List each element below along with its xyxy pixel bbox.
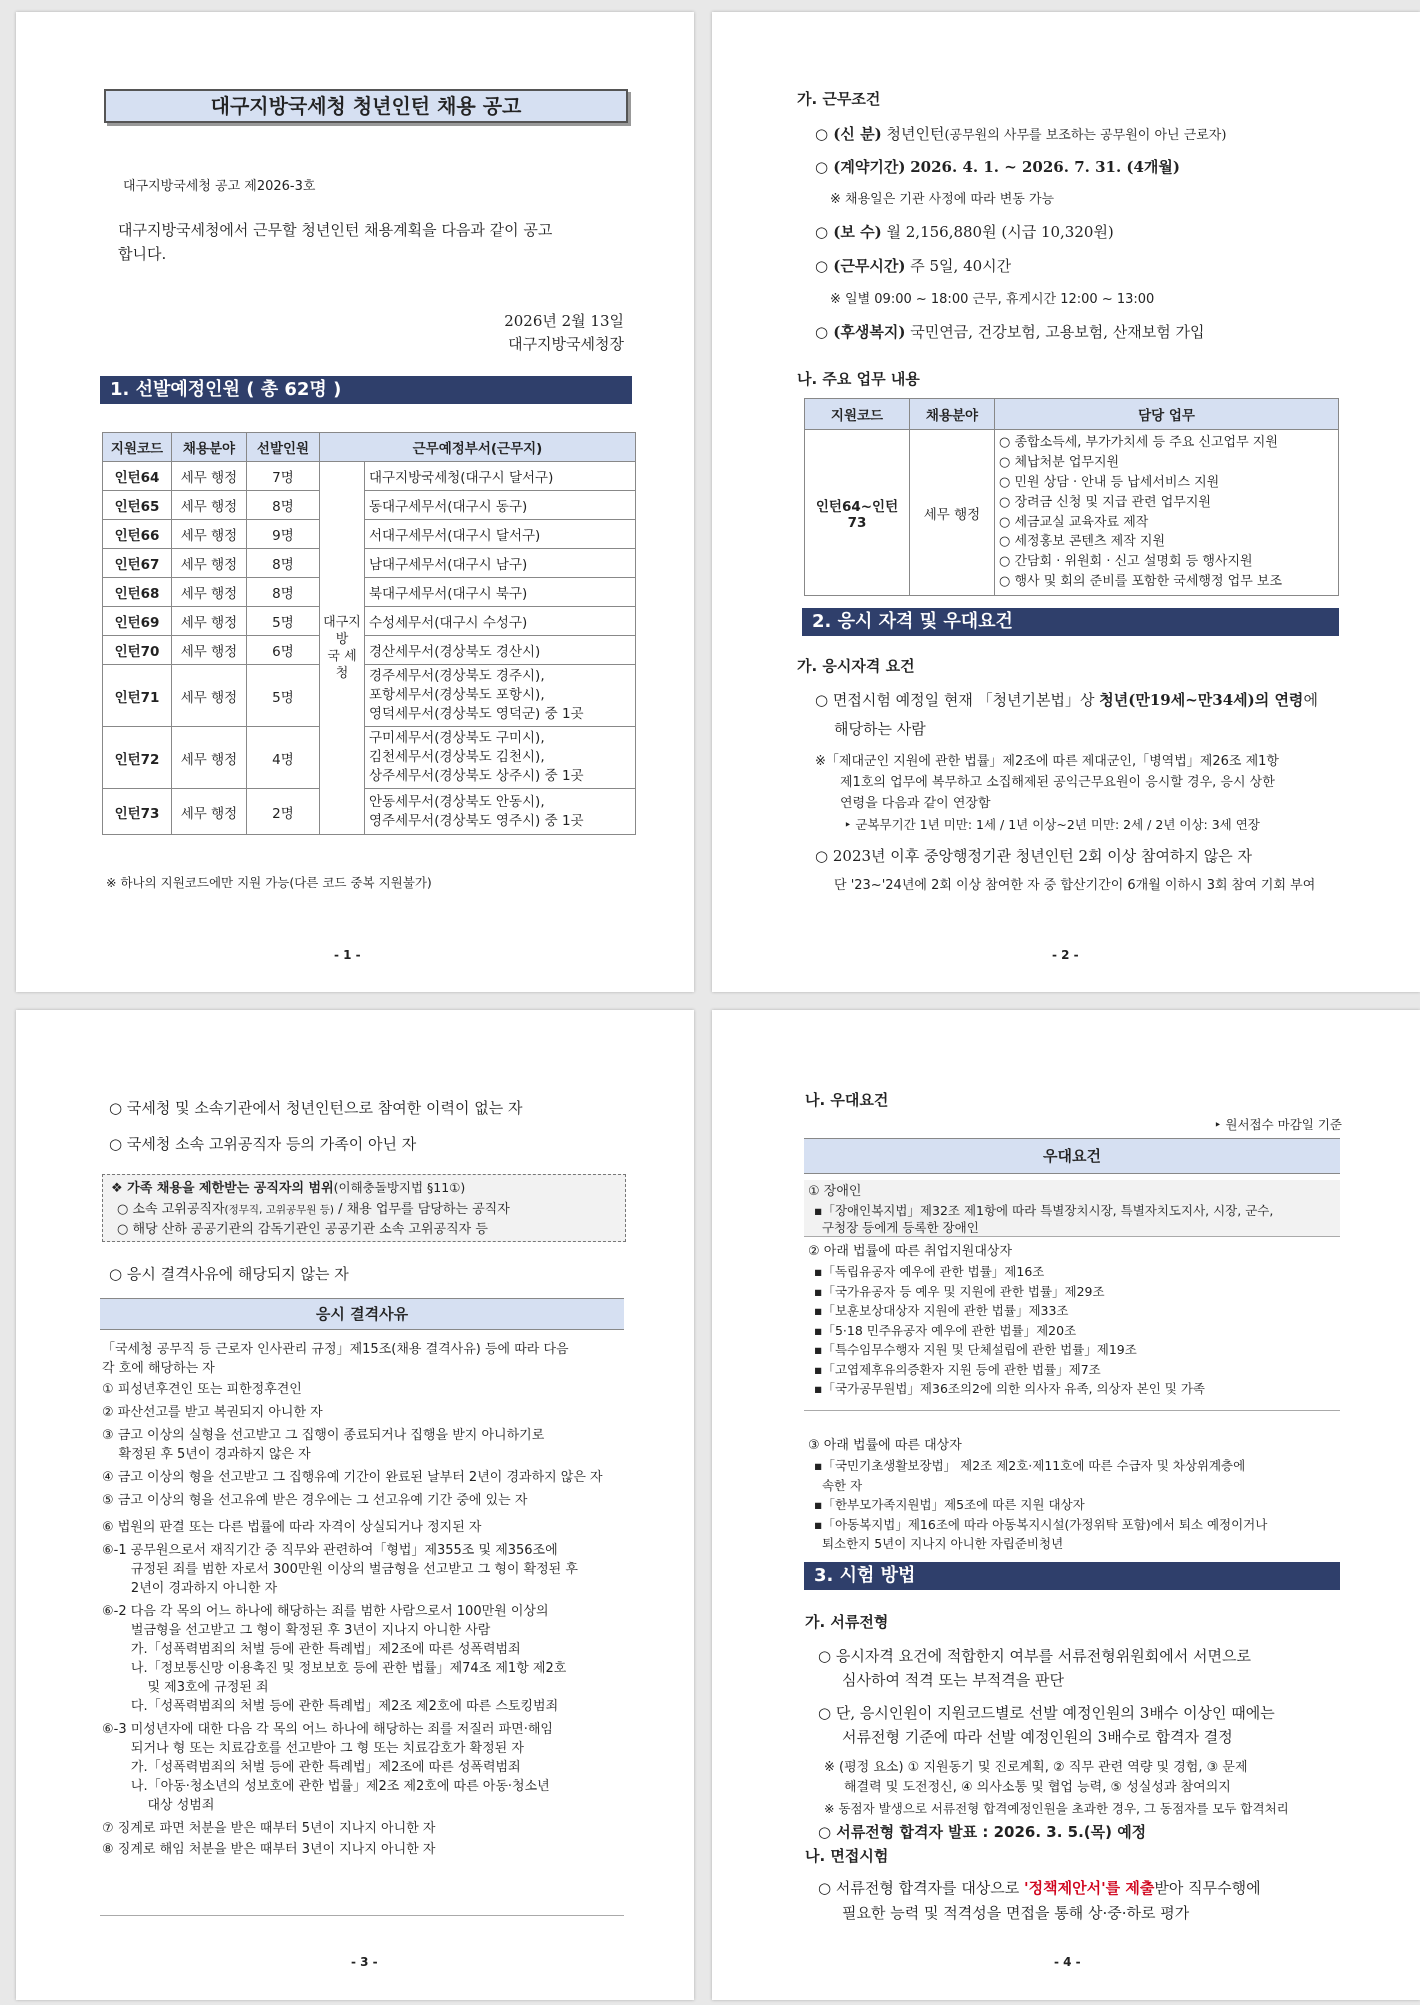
row-dept: 서대구세무서(대구시 달서구) <box>365 520 636 549</box>
list-item: ⑧ 징계로 해임 처분을 받은 때부터 3년이 지나지 아니한 자 <box>102 1842 436 1857</box>
list-item: 확정된 후 5년이 경과하지 않은 자 <box>102 1447 311 1462</box>
row-field: 세무 행정 <box>172 789 247 835</box>
disqualification-header: 응시 결격사유 <box>100 1298 624 1330</box>
table-header-row <box>103 433 636 462</box>
merged-agency-cell <box>320 462 365 835</box>
list-item: ▪「국가공무원법」제36조의2에 의한 의사자 유족, 의상자 본인 및 가족 <box>814 1381 1205 1396</box>
col-header-dept: 근무예정부서(근무지) <box>320 433 636 462</box>
list-item: 되거나 형 또는 치료감호를 선고받아 그 형 또는 치료감호가 확정된 자 <box>102 1741 524 1756</box>
list-item: 구청장 등에게 등록한 장애인 <box>814 1220 979 1235</box>
family-restriction-line-1 <box>117 1200 510 1220</box>
condition-welfare <box>815 322 1204 343</box>
eligibility-note-2: 제1호의 업무에 복무하고 소집해제된 공익근무요원이 응시할 경우, 응시 상한 <box>840 775 1275 790</box>
list-item: 각 호에 해당하는 자 <box>102 1361 215 1376</box>
duty-code: 인턴64~인턴73 <box>805 430 910 596</box>
condition-value: 주 5일, 40시간 <box>910 257 1012 275</box>
eligibility-no-history: ○ 국세청 및 소속기관에서 청년인턴으로 참여한 이력이 없는 자 <box>109 1099 523 1117</box>
condition-pay <box>815 222 1114 243</box>
page-1 <box>16 12 694 992</box>
list-item: 퇴소한지 5년이 지나지 아니한 자립준비청년 <box>814 1536 1064 1551</box>
interview-line-2: 필요한 능력 및 적격성을 면접을 통해 상·중·하로 평가 <box>842 1904 1190 1922</box>
condition-period <box>815 157 1180 178</box>
row-dept: 북대구세무서(대구시 북구) <box>365 578 636 607</box>
table-row <box>103 665 636 727</box>
list-item: ⑥ 법원의 판결 또는 다른 법률에 따라 자격이 상실되거나 정지된 자 <box>102 1520 482 1535</box>
subhead-document-screening: 가. 서류전형 <box>805 1613 889 1631</box>
eligibility-participation-2: 단 '23~'24년에 2회 이상 참여한 자 중 합산기간이 6개월 이하시 3회 참여 기회 부여 <box>834 878 1316 893</box>
notice-date: 2026년 2월 13일 <box>504 312 624 330</box>
list-item: ⑤ 금고 이상의 형을 선고유예 받은 경우에는 그 선고유예 기간 중에 있는 자 <box>102 1493 528 1508</box>
row-code: 인턴70 <box>103 636 172 665</box>
condition-small: (공무원의 사무를 보조하는 공무원이 아닌 근로자) <box>944 128 1227 143</box>
interview-text: ○ 서류전형 합격자를 대상으로 <box>818 1879 1025 1897</box>
row-code: 인턴68 <box>103 578 172 607</box>
eligibility-age-suffix: 에 <box>1303 691 1318 709</box>
list-item: ○ 간담회 · 위원회 · 신고 설명회 등 행사지원 <box>999 554 1253 570</box>
screening-note-1: ※ (평정 요소) ① 지원동기 및 진로계획, ② 직무 관련 역량 및 경험, ③ 문제 <box>824 1760 1248 1775</box>
row-count: 8명 <box>247 491 320 520</box>
list-item: 및 제3호에 규정된 죄 <box>102 1680 269 1695</box>
table-row <box>103 520 636 549</box>
col-header-count: 선발인원 <box>247 433 320 462</box>
list-item: ▪「한부모가족지원법」제5조에 따른 지원 대상자 <box>814 1497 1085 1512</box>
list-item: ▪「장애인복지법」제32조 제1항에 따라 특별장치시장, 특별자치도지사, 시장, 군수, <box>814 1203 1274 1218</box>
page-number: - 3 - <box>351 1955 378 1969</box>
list-item: 속한 자 <box>814 1477 863 1493</box>
condition-label: ○ (계약기간) <box>815 158 906 176</box>
family-restriction-line-2: ○ 해당 산하 공공기관의 감독기관인 공공기관 소속 고위공직자 등 <box>117 1222 488 1237</box>
row-dept-line: 영주세무서(경상북도 영주시) 중 1곳 <box>369 812 584 829</box>
family-restriction-title <box>111 1179 465 1198</box>
list-item: ○ 세금교실 교육자료 제작 <box>999 514 1149 530</box>
row-code: 인턴73 <box>103 789 172 835</box>
screening-line-1: ○ 응시자격 요건에 적합한지 여부를 서류전형위원회에서 서면으로 <box>818 1647 1251 1665</box>
list-item: ⑦ 징계로 파면 처분을 받은 때부터 5년이 지나지 아니한 자 <box>102 1821 436 1836</box>
row-code: 인턴66 <box>103 520 172 549</box>
list-item: ○ 행사 및 회의 준비를 포함한 국세행정 업무 보조 <box>999 573 1283 589</box>
list-item: ▪「고엽제후유의증환자 지원 등에 관한 법률」제7조 <box>814 1361 1101 1377</box>
list-item: 나.「아동·청소년의 성보호에 관한 법률」제2조 제2호에 따른 아동·청소년 <box>102 1779 550 1794</box>
subhead-work-conditions: 가. 근무조건 <box>797 90 881 108</box>
group-title: ① 장애인 <box>808 1184 862 1199</box>
condition-hours-note: ※ 일별 09:00 ~ 18:00 근무, 휴게시간 12:00 ~ 13:00 <box>830 292 1155 307</box>
list-item: 가.「성폭력범죄의 처벌 등에 관한 특례법」제2조에 따른 성폭력범죄 <box>102 1642 521 1657</box>
interview-line-1 <box>818 1878 1261 1899</box>
preference-group-1 <box>804 1180 1340 1237</box>
intro-line-1: 대구지방국세청에서 근무할 청년인턴 채용계획을 다음과 같이 공고 <box>118 221 553 239</box>
subhead-interview: 나. 면접시험 <box>805 1847 889 1865</box>
merged-agency-line-1: 대구지방 <box>323 615 361 647</box>
page-2 <box>712 12 1420 992</box>
row-count: 2명 <box>247 789 320 835</box>
list-item: 「국세청 공무직 등 근로자 인사관리 규정」제15조(채용 결격사유) 등에 따라 다음 <box>102 1342 569 1357</box>
screening-result-announcement: ○ 서류전형 합격자 발표 : 2026. 3. 5.(목) 예정 <box>818 1823 1147 1841</box>
condition-value: 국민연금, 건강보험, 고용보험, 산재보험 가입 <box>910 323 1205 341</box>
list-item: 벌금형을 선고받고 그 형이 확정된 후 3년이 지나지 아니한 사람 <box>102 1623 491 1638</box>
preference-header: 우대요건 <box>804 1138 1340 1174</box>
preference-group-3 <box>804 1436 1340 1567</box>
table-row <box>103 491 636 520</box>
row-dept-line: 포항세무서(경상북도 포항시), <box>369 687 545 703</box>
row-field: 세무 행정 <box>172 520 247 549</box>
list-item: 다.「성폭력범죄의 처벌 등에 관한 특례법」제2조 제2호에 따른 스토킹범죄 <box>102 1699 559 1714</box>
list-item: 대상 성범죄 <box>102 1798 215 1813</box>
box-line-small: (정무직, 고위공무원 등) <box>224 1204 335 1216</box>
row-code: 인턴65 <box>103 491 172 520</box>
list-item: ○ 민원 상담 · 안내 등 납세서비스 지원 <box>999 474 1220 490</box>
row-field: 세무 행정 <box>172 607 247 636</box>
interview-text: 받아 직무수행에 <box>1154 1879 1261 1897</box>
merged-agency-line-2: 국 세 청 <box>327 649 357 681</box>
list-item: ▪「5·18 민주유공자 예우에 관한 법률」제20조 <box>814 1322 1077 1338</box>
row-code: 인턴72 <box>103 727 172 789</box>
box-line-text: ○ 소속 고위공직자 <box>117 1202 225 1217</box>
disqualification-bottom-rule <box>100 1915 624 1916</box>
list-item: 가.「성폭력범죄의 처벌 등에 관한 특례법」제2조에 따른 성폭력범죄 <box>102 1760 521 1775</box>
table-footnote: ※ 하나의 지원코드에만 지원 가능(다른 코드 중복 지원불가) <box>106 875 432 890</box>
condition-status <box>815 124 1226 145</box>
col-header-duty: 담당 업무 <box>995 399 1339 430</box>
eligibility-note-1: ※「제대군인 지원에 관한 법률」제2조에 따른 제대군인,「병역법」제26조 제1항 <box>815 754 1279 769</box>
issuer: 대구지방국세청장 <box>508 335 624 353</box>
row-code: 인턴69 <box>103 607 172 636</box>
row-dept-line: 상주세무서(경상북도 상주시) 중 1곳 <box>369 768 584 784</box>
condition-value: 월 2,156,880원 (시급 10,320원) <box>886 223 1114 241</box>
eligibility-not-family: ○ 국세청 소속 고위공직자 등의 가족이 아닌 자 <box>109 1135 417 1153</box>
list-item: ⑥-3 미성년자에 대한 다음 각 목의 어느 하나에 해당하는 죄를 저질러 파면·해임 <box>102 1722 553 1737</box>
row-dept: 경산세무서(경상북도 경산시) <box>365 636 636 665</box>
row-count: 9명 <box>247 520 320 549</box>
list-item: ▪「국민기초생활보장법」 제2조 제2호·제11호에 따른 수급자 및 차상위계층에 <box>814 1458 1246 1473</box>
table-row <box>103 727 636 789</box>
row-dept <box>365 789 636 835</box>
condition-label: ○ (근무시간) <box>815 257 906 275</box>
row-count: 6명 <box>247 636 320 665</box>
duty-field: 세무 행정 <box>910 430 995 596</box>
list-item: ① 피성년후견인 또는 피한정후견인 <box>102 1382 302 1397</box>
list-item: ○ 종합소득세, 부가가치세 등 주요 신고업무 지원 <box>999 435 1278 451</box>
eligibility-no-disqualification: ○ 응시 결격사유에 해당되지 않는 자 <box>109 1265 349 1283</box>
notice-number: 대구지방국세청 공고 제2026-3호 <box>123 179 316 194</box>
row-count: 4명 <box>247 727 320 789</box>
document-title: 대구지방국세청 청년인턴 채용 공고 <box>104 89 628 123</box>
row-count: 8명 <box>247 549 320 578</box>
selection-table <box>102 432 636 835</box>
list-item: ○ 장려금 신청 및 지급 관련 업무지원 <box>999 494 1211 510</box>
row-field: 세무 행정 <box>172 636 247 665</box>
duties-table <box>804 398 1339 596</box>
list-item: ② 파산선고를 받고 복권되지 아니한 자 <box>102 1405 323 1420</box>
condition-label: ○ (후생복지) <box>815 323 906 341</box>
row-dept-line: 안동세무서(경상북도 안동시), <box>369 793 545 810</box>
family-restriction-box <box>102 1174 626 1242</box>
eligibility-note-4: ‣ 군복무기간 1년 미만: 1세 / 1년 이상~2년 미만: 2세 / 2년 이상: 3세 연장 <box>844 817 1260 832</box>
list-item: ▪「국가유공자 등 예우 및 지원에 관한 법률」제29조 <box>814 1283 1105 1299</box>
list-item: ③ 금고 이상의 실형을 선고받고 그 집행이 종료되거나 집행을 받지 아니하기로 <box>102 1428 545 1443</box>
group-title: ② 아래 법률에 따른 취업지원대상자 <box>808 1244 1012 1259</box>
col-header-field: 채용분야 <box>910 399 995 430</box>
subhead-eligibility: 가. 응시자격 요건 <box>797 657 915 675</box>
list-item: 나.「정보통신망 이용촉진 및 정보보호 등에 관한 법률」제74조 제1항 제2호 <box>102 1661 567 1676</box>
table-row <box>103 578 636 607</box>
row-dept-line: 김천세무서(경상북도 김천시), <box>369 749 545 765</box>
subhead-preferences: 나. 우대요건 <box>805 1091 889 1109</box>
eligibility-age-line-2: 해당하는 사람 <box>834 720 926 738</box>
table-row <box>103 636 636 665</box>
eligibility-age-text: ○ 면접시험 예정일 현재 「청년기본법」상 <box>815 691 1100 709</box>
condition-label: ○ (신 분) <box>815 125 882 143</box>
interview-highlight: '정책제안서'를 제출 <box>1024 1879 1155 1897</box>
list-item: ④ 금고 이상의 형을 선고받고 그 집행유예 기간이 완료된 날부터 2년이 경과하지 않은 자 <box>102 1470 603 1485</box>
row-dept <box>365 727 636 789</box>
box-title-small: (이해충돌방지법 §11①) <box>333 1180 466 1195</box>
row-dept: 수성세무서(대구시 수성구) <box>365 607 636 636</box>
list-item: 2년이 경과하지 아니한 자 <box>102 1581 278 1596</box>
eligibility-note-3: 연령을 다음과 같이 연장함 <box>840 796 991 811</box>
row-dept: 남대구세무서(대구시 남구) <box>365 549 636 578</box>
screening-line-4: 서류전형 기준에 따라 선발 예정인원의 3배수로 합격자 결정 <box>842 1728 1233 1746</box>
list-item: ▪「보훈보상대상자 지원에 관한 법률」제33조 <box>814 1303 1069 1318</box>
row-field: 세무 행정 <box>172 578 247 607</box>
list-item: 규정된 죄를 범한 자로서 300만원 이상의 벌금형을 선고받고 그 형이 확정된 후 <box>102 1562 578 1577</box>
row-field: 세무 행정 <box>172 549 247 578</box>
list-item: ○ 체납처분 업무지원 <box>999 455 1120 471</box>
row-code: 인턴64 <box>103 462 172 491</box>
row-field: 세무 행정 <box>172 491 247 520</box>
row-field: 세무 행정 <box>172 665 247 727</box>
col-header-code: 지원코드 <box>103 433 172 462</box>
group-title: ③ 아래 법률에 따른 대상자 <box>808 1438 962 1453</box>
row-dept: 대구지방국세청(대구시 달서구) <box>365 462 636 491</box>
page-4 <box>712 1010 1420 2000</box>
condition-label: ○ (보 수) <box>815 223 882 241</box>
page-number: - 4 - <box>1054 1955 1081 1969</box>
table-row <box>103 549 636 578</box>
subhead-main-duties: 나. 주요 업무 내용 <box>797 370 920 388</box>
condition-hours <box>815 256 1011 277</box>
list-item: ⑥-2 다음 각 목의 어느 하나에 해당하는 죄를 범한 사람으로서 100만원 이상의 <box>102 1604 549 1619</box>
intro-line-2: 합니다. <box>118 245 167 263</box>
preference-basis: ‣ 원서접수 마감일 기준 <box>1214 1117 1342 1132</box>
row-dept: 동대구세무서(대구시 동구) <box>365 491 636 520</box>
col-header-field: 채용분야 <box>172 433 247 462</box>
col-header-code: 지원코드 <box>805 399 910 430</box>
screening-note-3: ※ 동점자 발생으로 서류전형 합격예정인원을 초과한 경우, 그 동점자를 모두 합격처리 <box>824 1801 1289 1816</box>
section-2-header: 2. 응시 자격 및 우대요건 <box>802 608 1339 636</box>
row-dept-line: 경주세무서(경상북도 경주시), <box>369 668 545 684</box>
condition-value: 청년인턴 <box>886 125 945 143</box>
row-dept-line: 영덕세무서(경상북도 영덕군) 중 1곳 <box>369 706 584 722</box>
page-3 <box>16 1010 694 2000</box>
row-code: 인턴67 <box>103 549 172 578</box>
page-number: - 2 - <box>1052 948 1079 962</box>
condition-period-note: ※ 채용일은 기관 사정에 따라 변동 가능 <box>830 192 1055 207</box>
list-item: ▪「독립유공자 예우에 관한 법률」제16조 <box>814 1264 1045 1279</box>
row-dept-line: 구미세무서(경상북도 구미시), <box>369 730 545 746</box>
row-count: 5명 <box>247 607 320 636</box>
preference-group-2 <box>804 1242 1340 1411</box>
screening-line-3: ○ 단, 응시인원이 지원코드별로 선발 예정인원의 3배수 이상인 때에는 <box>818 1704 1275 1722</box>
page-number: - 1 - <box>334 948 361 962</box>
table-row <box>103 607 636 636</box>
list-item: ⑥-1 공무원으로서 재직기간 중 직무와 관련하여「형법」제355조 및 제356조에 <box>102 1543 558 1558</box>
section-3-header: 3. 시험 방법 <box>804 1562 1340 1590</box>
condition-value: 2026. 4. 1. ~ 2026. 7. 31. (4개월) <box>910 158 1180 176</box>
eligibility-age-bold: 청년(만19세~만34세)의 연령 <box>1099 691 1304 709</box>
box-line-text: / 채용 업무를 담당하는 공직자 <box>334 1202 510 1217</box>
screening-line-2: 심사하여 적격 또는 부적격을 판단 <box>842 1671 1064 1689</box>
eligibility-age <box>815 690 1318 711</box>
table-row <box>103 789 636 835</box>
row-dept <box>365 665 636 727</box>
row-count: 7명 <box>247 462 320 491</box>
list-item: ○ 세정홍보 콘텐츠 제작 지원 <box>999 534 1166 550</box>
section-1-header: 1. 선발예정인원 ( 총 62명 ) <box>100 376 632 404</box>
duty-list <box>995 430 1339 596</box>
screening-note-2: 해결력 및 도전정신, ④ 의사소통 및 협업 능력, ⑤ 성실성과 참여의지 <box>844 1780 1231 1795</box>
row-count: 8명 <box>247 578 320 607</box>
eligibility-participation: ○ 2023년 이후 중앙행정기관 청년인턴 2회 이상 참여하지 않은 자 <box>815 847 1252 865</box>
list-item: ▪「아동복지법」제16조에 따라 아동복지시설(가정위탁 포함)에서 퇴소 예정이거나 <box>814 1516 1268 1532</box>
table-row <box>103 462 636 491</box>
disqualification-list <box>102 1340 626 1859</box>
row-code: 인턴71 <box>103 665 172 727</box>
row-count: 5명 <box>247 665 320 727</box>
row-field: 세무 행정 <box>172 727 247 789</box>
row-field: 세무 행정 <box>172 462 247 491</box>
box-title: ❖ 가족 채용을 제한받는 공직자의 범위 <box>111 1181 334 1196</box>
list-item: ▪「특수임무수행자 지원 및 단체설립에 관한 법률」제19조 <box>814 1342 1137 1357</box>
